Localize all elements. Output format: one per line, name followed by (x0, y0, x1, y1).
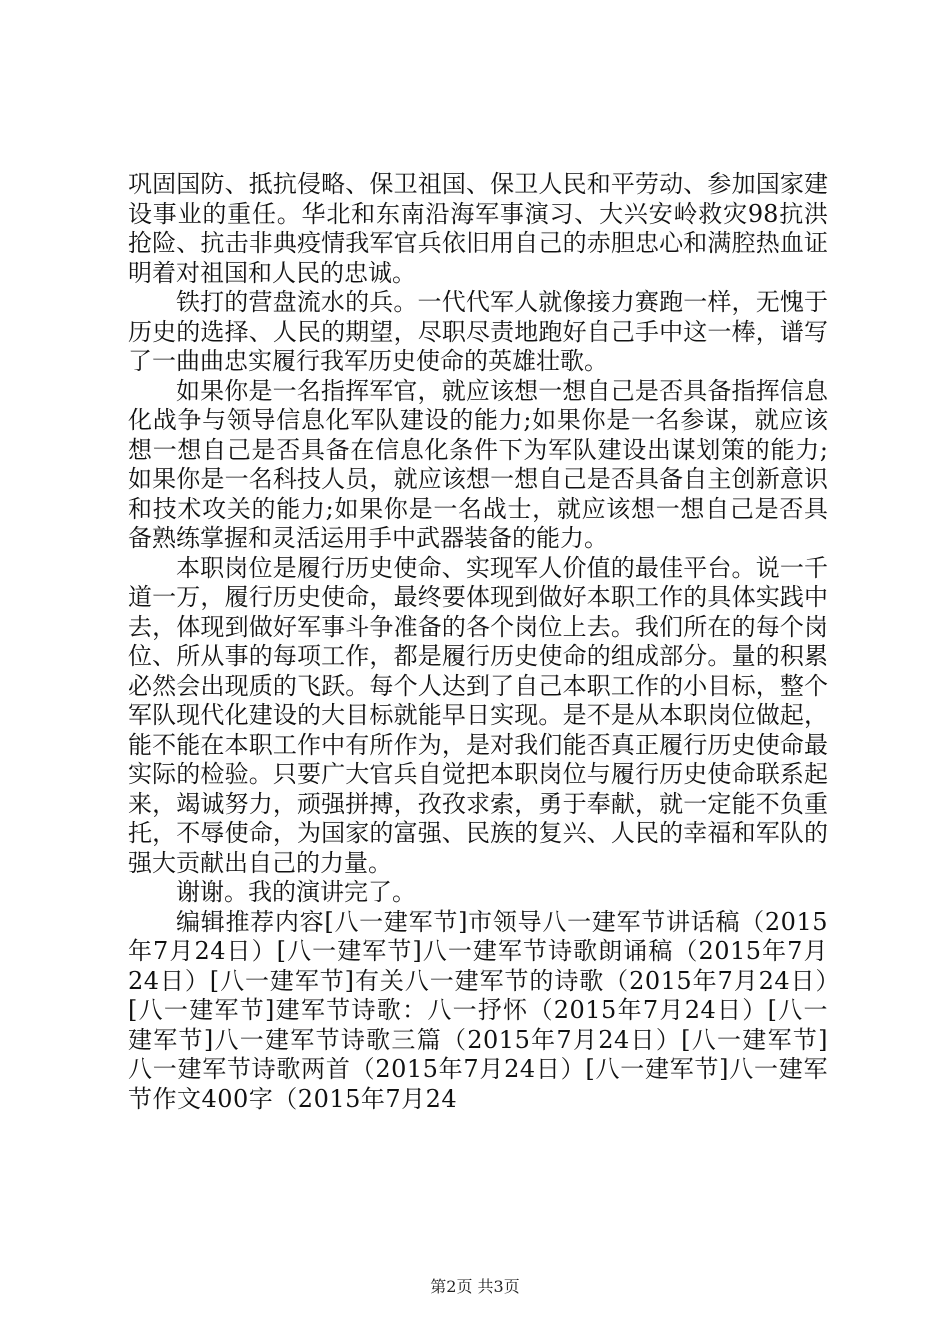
recommended-content: 编辑推荐内容[八一建军节]市领导八一建军节讲话稿（2015年7月24日）[八一建军节]八一建军节诗歌朗诵稿（2015年7月24日）[八一建军节]有关八一建军节的诗歌（2015年7月24日）[八一建军节]建军节诗歌：八一抒怀（2015年7月24日）[八一建军节]八一建军节诗歌三篇（2015年7月24日）[八一建军节]八一建军节诗歌两首（2015年7月24日）[八一建军节]八一建军节作文400字（2015年7月24 (128, 907, 828, 1113)
paragraph-5: 谢谢。我的演讲完了。 (176, 878, 416, 906)
paragraph-1: 巩固国防、抵抗侵略、保卫祖国、保卫人民和平劳动、参加国家建设事业的重任。华北和东南沿海军事演习、大兴安岭救灾98抗洪抢险、抗击非典疫情我军官兵依旧用自己的赤胆忠心和满腔热血证明着对祖国和人民的忠诚。 (128, 170, 828, 287)
paragraph-3: 如果你是一名指挥军官，就应该想一想自己是否具备指挥信息化战争与领导信息化军队建设的能力;如果你是一名参谋，就应该想一想自己是否具备在信息化条件下为军队建设出谋划策的能力;如果你是一名科技人员，就应该想一想自己是否具备自主创新意识和技术攻关的能力;如果你是一名战士，就应该想一想自己是否具备熟练掌握和灵活运用手中武器装备的能力。 (128, 376, 828, 552)
paragraph-4: 本职岗位是履行历史使命、实现军人价值的最佳平台。说一千道一万，履行历史使命，最终要体现到做好本职工作的具体实践中去，体现到做好军事斗争准备的各个岗位上去。我们所在的每个岗位、所从事的每项工作，都是履行历史使命的组成部分。量的积累必然会出现质的飞跃。每个人达到了自己本职工作的小目标，整个军队现代化建设的大目标就能早日实现。是不是从本职岗位做起，能不能在本职工作中有所作为，是对我们能否真正履行历史使命最实际的检验。只要广大官兵自觉把本职岗位与履行历史使命联系起来，竭诚努力，顽强拼搏，孜孜求索，勇于奉献，就一定能不负重托，不辱使命，为国家的富强、民族的复兴、人民的幸福和军队的强大贡献出自己的力量。 (128, 553, 828, 877)
paragraph-2: 铁打的营盘流水的兵。一代代军人就像接力赛跑一样，无愧于历史的选择、人民的期望，尽职尽责地跑好自己手中这一棒，谱写了一曲曲忠实履行我军历史使命的英雄壮歌。 (128, 288, 828, 375)
page-number-footer: 第2页 共3页 (430, 1277, 520, 1296)
document-body (128, 170, 828, 1114)
